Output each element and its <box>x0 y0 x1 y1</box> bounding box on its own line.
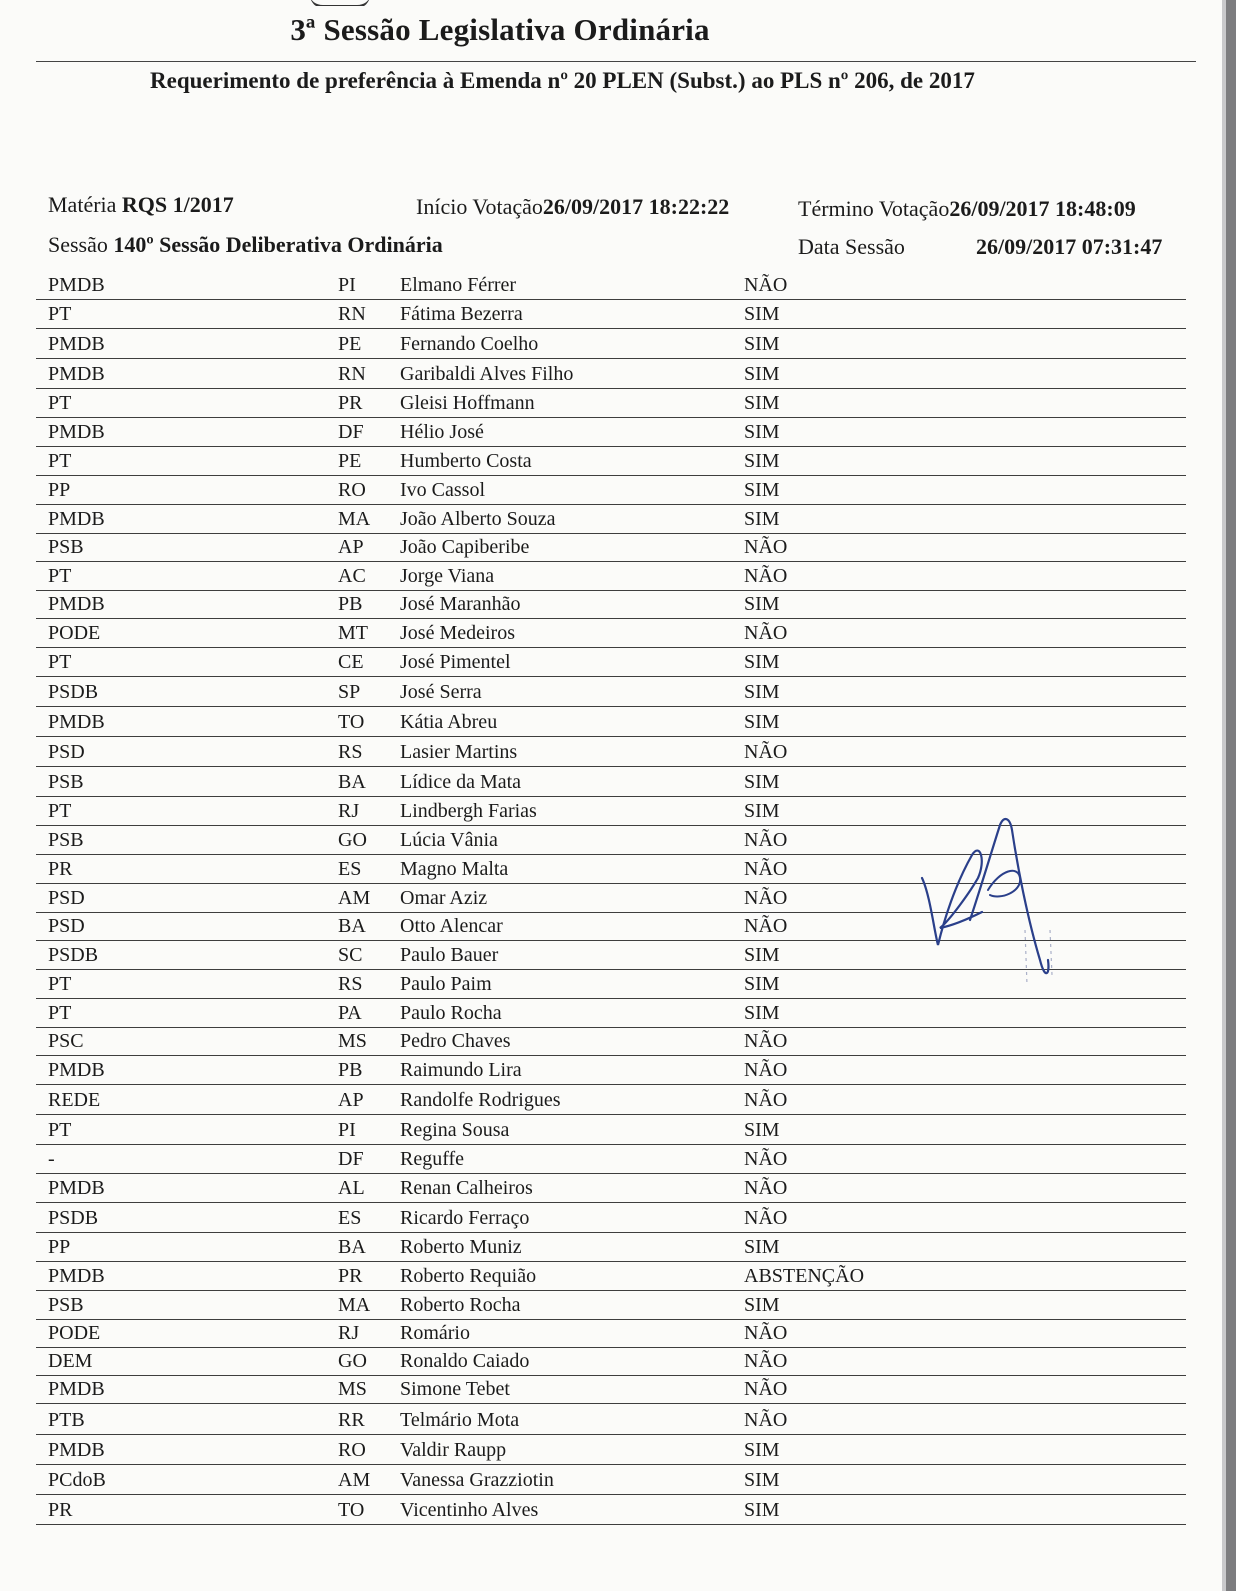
senator-name-cell: José Pimentel <box>400 651 511 673</box>
uf-cell: BA <box>338 915 366 937</box>
party-cell: PMDB <box>48 1059 105 1081</box>
table-row <box>36 998 1186 1028</box>
uf-cell: RN <box>338 363 366 385</box>
party-cell: PMDB <box>48 508 105 530</box>
party-cell: PSB <box>48 829 84 851</box>
table-row <box>36 504 1186 534</box>
uf-cell: MS <box>338 1378 367 1400</box>
table-row <box>36 618 1186 648</box>
party-cell: PSDB <box>48 681 99 703</box>
materia-label: Matéria <box>48 192 117 217</box>
vote-cell: NÃO <box>744 829 788 851</box>
uf-cell: RO <box>338 479 366 501</box>
vote-cell: SIM <box>744 1236 780 1258</box>
senator-name-cell: Simone Tebet <box>400 1378 510 1400</box>
senator-name-cell: Romário <box>400 1322 470 1344</box>
uf-cell: GO <box>338 829 367 851</box>
senator-name-cell: Ronaldo Caiado <box>400 1350 530 1372</box>
party-cell: DEM <box>48 1350 93 1372</box>
senator-name-cell: Fernando Coelho <box>400 333 539 355</box>
party-cell: PMDB <box>48 1378 105 1400</box>
uf-cell: SC <box>338 944 363 966</box>
party-cell: PODE <box>48 622 101 644</box>
senator-name-cell: Roberto Muniz <box>400 1236 522 1258</box>
table-row <box>36 1318 1186 1348</box>
uf-cell: RJ <box>338 800 360 822</box>
senator-name-cell: Lasier Martins <box>400 741 518 763</box>
vote-cell: NÃO <box>744 1089 788 1111</box>
senator-name-cell: Hélio José <box>400 421 484 443</box>
inicio-votacao-field <box>416 194 729 220</box>
vote-cell: NÃO <box>744 1378 788 1400</box>
party-cell: PT <box>48 303 72 325</box>
senator-name-cell: Renan Calheiros <box>400 1177 533 1199</box>
uf-cell: ES <box>338 1207 362 1229</box>
vote-cell: SIM <box>744 333 780 355</box>
vote-cell: NÃO <box>744 1409 788 1431</box>
handwritten-signature <box>900 800 1080 1000</box>
uf-cell: RS <box>338 973 363 995</box>
party-cell: REDE <box>48 1089 101 1111</box>
senator-name-cell: José Serra <box>400 681 482 703</box>
table-row <box>36 767 1186 797</box>
party-cell: PSB <box>48 771 84 793</box>
data-sessao-value: 26/09/2017 07:31:47 <box>976 234 1163 259</box>
vote-cell: SIM <box>744 944 780 966</box>
vote-cell: NÃO <box>744 1177 788 1199</box>
vote-cell: SIM <box>744 711 780 733</box>
senator-name-cell: Paulo Bauer <box>400 944 499 966</box>
party-cell: PSB <box>48 1294 84 1316</box>
senator-name-cell: Otto Alencar <box>400 915 503 937</box>
party-cell: PMDB <box>48 1177 105 1199</box>
table-row <box>36 446 1186 476</box>
senator-name-cell: João Alberto Souza <box>400 508 556 530</box>
party-cell: PT <box>48 651 72 673</box>
vote-cell: SIM <box>744 508 780 530</box>
vote-cell: NÃO <box>744 1059 788 1081</box>
vote-cell: NÃO <box>744 1350 788 1372</box>
sessao-value: 140º Sessão Deliberativa Ordinária <box>113 232 443 257</box>
vote-cell: SIM <box>744 421 780 443</box>
uf-cell: RO <box>338 1439 366 1461</box>
party-cell: PMDB <box>48 363 105 385</box>
uf-cell: AM <box>338 887 371 909</box>
vote-cell: SIM <box>744 479 780 501</box>
uf-cell: AM <box>338 1469 371 1491</box>
party-cell: PT <box>48 800 72 822</box>
senator-name-cell: Randolfe Rodrigues <box>400 1089 561 1111</box>
page-subtitle: Requerimento de preferência à Emenda nº 20 PLEN (Subst.) ao PLS nº 206, de 2017 <box>150 68 975 93</box>
senator-name-cell: Roberto Requião <box>400 1265 537 1287</box>
party-cell: PR <box>48 858 73 880</box>
party-cell: PSDB <box>48 944 99 966</box>
table-row <box>36 1290 1186 1320</box>
table-row <box>36 388 1186 418</box>
termino-label: Término Votação <box>798 196 950 221</box>
senator-name-cell: Lídice da Mata <box>400 771 522 793</box>
senator-name-cell: José Maranhão <box>400 593 521 615</box>
table-row <box>36 677 1186 707</box>
table-row <box>36 1055 1186 1085</box>
party-cell: PMDB <box>48 711 105 733</box>
uf-cell: RS <box>338 741 363 763</box>
vote-cell: SIM <box>744 450 780 472</box>
vote-cell: NÃO <box>744 915 788 937</box>
senator-name-cell: Ivo Cassol <box>400 479 485 501</box>
party-cell: PMDB <box>48 1265 105 1287</box>
uf-cell: PB <box>338 593 363 615</box>
table-row <box>36 1495 1186 1525</box>
table-row <box>36 270 1186 300</box>
party-cell: PT <box>48 450 72 472</box>
party-cell: PSDB <box>48 1207 99 1229</box>
vote-cell: SIM <box>744 1119 780 1141</box>
senator-name-cell: Raimundo Lira <box>400 1059 522 1081</box>
table-row <box>36 647 1186 677</box>
senator-name-cell: Valdir Raupp <box>400 1439 507 1461</box>
uf-cell: MA <box>338 1294 371 1316</box>
party-cell: PMDB <box>48 333 105 355</box>
vote-cell: SIM <box>744 681 780 703</box>
uf-cell: DF <box>338 1148 364 1170</box>
table-row <box>36 417 1186 447</box>
uf-cell: RR <box>338 1409 365 1431</box>
party-cell: PSD <box>48 741 85 763</box>
inicio-value: 26/09/2017 18:22:22 <box>542 194 730 219</box>
page-edge <box>1226 0 1236 1591</box>
senator-name-cell: Roberto Rocha <box>400 1294 521 1316</box>
senator-name-cell: Magno Malta <box>400 858 509 880</box>
table-row <box>36 561 1186 591</box>
vote-cell: SIM <box>744 800 780 822</box>
senator-name-cell: Jorge Viana <box>400 565 495 587</box>
senator-name-cell: Pedro Chaves <box>400 1030 511 1052</box>
party-cell: - <box>48 1148 55 1170</box>
vote-cell: SIM <box>744 392 780 414</box>
table-row <box>36 475 1186 505</box>
senator-name-cell: José Medeiros <box>400 622 515 644</box>
table-row <box>36 1374 1186 1404</box>
vote-cell: SIM <box>744 651 780 673</box>
party-cell: PR <box>48 1499 73 1521</box>
senator-name-cell: Regina Sousa <box>400 1119 510 1141</box>
uf-cell: CE <box>338 651 364 673</box>
table-row <box>36 1085 1186 1115</box>
uf-cell: PE <box>338 450 362 472</box>
party-cell: PT <box>48 1002 72 1024</box>
table-row <box>36 589 1186 619</box>
table-row <box>36 329 1186 359</box>
materia-value: RQS 1/2017 <box>121 192 234 217</box>
table-row <box>36 1203 1186 1233</box>
uf-cell: RN <box>338 303 366 325</box>
party-cell: PMDB <box>48 274 105 296</box>
party-cell: PT <box>48 973 72 995</box>
table-row <box>36 299 1186 329</box>
senator-name-cell: Lindbergh Farias <box>400 800 537 822</box>
senator-name-cell: Gleisi Hoffmann <box>400 392 535 414</box>
senator-name-cell: Ricardo Ferraço <box>400 1207 530 1229</box>
uf-cell: RJ <box>338 1322 360 1344</box>
vote-cell: NÃO <box>744 274 788 296</box>
party-cell: PP <box>48 479 71 501</box>
senator-name-cell: João Capiberibe <box>400 536 530 558</box>
vote-cell: SIM <box>744 771 780 793</box>
table-row <box>36 1465 1186 1495</box>
table-row <box>36 1346 1186 1376</box>
party-cell: PSC <box>48 1030 84 1052</box>
vote-cell: ABSTENÇÃO <box>744 1265 865 1287</box>
vote-cell: SIM <box>744 303 780 325</box>
senator-name-cell: Telmário Mota <box>400 1409 520 1431</box>
uf-cell: MS <box>338 1030 367 1052</box>
vote-cell: SIM <box>744 973 780 995</box>
vote-cell: SIM <box>744 1002 780 1024</box>
senator-name-cell: Reguffe <box>400 1148 465 1170</box>
uf-cell: DF <box>338 421 364 443</box>
vote-cell: SIM <box>744 1294 780 1316</box>
header-divider <box>36 61 1196 62</box>
party-cell: PMDB <box>48 1439 105 1461</box>
uf-cell: PB <box>338 1059 363 1081</box>
termino-votacao-field <box>798 196 1136 222</box>
vote-cell: NÃO <box>744 858 788 880</box>
uf-cell: SP <box>338 681 361 703</box>
table-row <box>36 737 1186 767</box>
inicio-label: Início Votação <box>416 194 543 219</box>
uf-cell: BA <box>338 1236 366 1258</box>
uf-cell: PR <box>338 1265 363 1287</box>
senator-name-cell: Paulo Paim <box>400 973 492 995</box>
senator-name-cell: Paulo Rocha <box>400 1002 502 1024</box>
vote-cell: SIM <box>744 1439 780 1461</box>
cropped-header-text <box>280 0 400 6</box>
party-cell: PCdoB <box>48 1469 106 1491</box>
vote-cell: NÃO <box>744 1207 788 1229</box>
sessao-field <box>48 232 443 258</box>
data-sessao-label: Data Sessão <box>798 234 905 259</box>
table-row <box>36 1115 1186 1145</box>
party-cell: PP <box>48 1236 71 1258</box>
table-row <box>36 1026 1186 1056</box>
materia-field <box>48 192 234 218</box>
senator-name-cell: Garibaldi Alves Filho <box>400 363 574 385</box>
table-row <box>36 359 1186 389</box>
party-cell: PT <box>48 565 72 587</box>
party-cell: PODE <box>48 1322 101 1344</box>
table-row <box>36 1435 1186 1465</box>
uf-cell: TO <box>338 711 365 733</box>
table-row <box>36 532 1186 562</box>
table-row <box>36 1144 1186 1174</box>
party-cell: PSD <box>48 915 85 937</box>
vote-cell: NÃO <box>744 565 788 587</box>
table-row <box>36 707 1186 737</box>
vote-cell: SIM <box>744 593 780 615</box>
senator-name-cell: Kátia Abreu <box>400 711 498 733</box>
senator-name-cell: Omar Aziz <box>400 887 488 909</box>
vote-cell: NÃO <box>744 887 788 909</box>
uf-cell: MT <box>338 622 368 644</box>
party-cell: PMDB <box>48 593 105 615</box>
senator-name-cell: Elmano Férrer <box>400 274 517 296</box>
senator-name-cell: Lúcia Vânia <box>400 829 498 851</box>
uf-cell: PE <box>338 333 362 355</box>
party-cell: PTB <box>48 1409 85 1431</box>
uf-cell: AP <box>338 536 364 558</box>
vote-cell: SIM <box>744 1469 780 1491</box>
senator-name-cell: Fátima Bezerra <box>400 303 523 325</box>
page-title: 3ª Sessão Legislativa Ordinária <box>290 12 710 47</box>
uf-cell: MA <box>338 508 371 530</box>
table-row <box>36 1232 1186 1262</box>
party-cell: PSD <box>48 887 85 909</box>
uf-cell: TO <box>338 1499 365 1521</box>
party-cell: PT <box>48 1119 72 1141</box>
sessao-label: Sessão <box>48 232 108 257</box>
termino-value: 26/09/2017 18:48:09 <box>949 196 1136 221</box>
party-cell: PSB <box>48 536 84 558</box>
party-cell: PMDB <box>48 421 105 443</box>
senator-name-cell: Vicentinho Alves <box>400 1499 539 1521</box>
table-row <box>36 1405 1186 1435</box>
uf-cell: GO <box>338 1350 367 1372</box>
uf-cell: AC <box>338 565 366 587</box>
uf-cell: BA <box>338 771 366 793</box>
vote-cell: SIM <box>744 363 780 385</box>
senator-name-cell: Vanessa Grazziotin <box>400 1469 554 1491</box>
uf-cell: AL <box>338 1177 365 1199</box>
vote-cell: NÃO <box>744 1030 788 1052</box>
vote-cell: NÃO <box>744 1322 788 1344</box>
party-cell: PT <box>48 392 72 414</box>
senator-name-cell: Humberto Costa <box>400 450 532 472</box>
vote-cell: NÃO <box>744 536 788 558</box>
table-row <box>36 1261 1186 1291</box>
vote-cell: NÃO <box>744 622 788 644</box>
uf-cell: PA <box>338 1002 362 1024</box>
vote-cell: SIM <box>744 1499 780 1521</box>
uf-cell: ES <box>338 858 362 880</box>
uf-cell: PI <box>338 274 356 296</box>
table-row <box>36 1173 1186 1203</box>
uf-cell: AP <box>338 1089 364 1111</box>
vote-cell: NÃO <box>744 741 788 763</box>
vote-cell: NÃO <box>744 1148 788 1170</box>
uf-cell: PI <box>338 1119 356 1141</box>
uf-cell: PR <box>338 392 363 414</box>
